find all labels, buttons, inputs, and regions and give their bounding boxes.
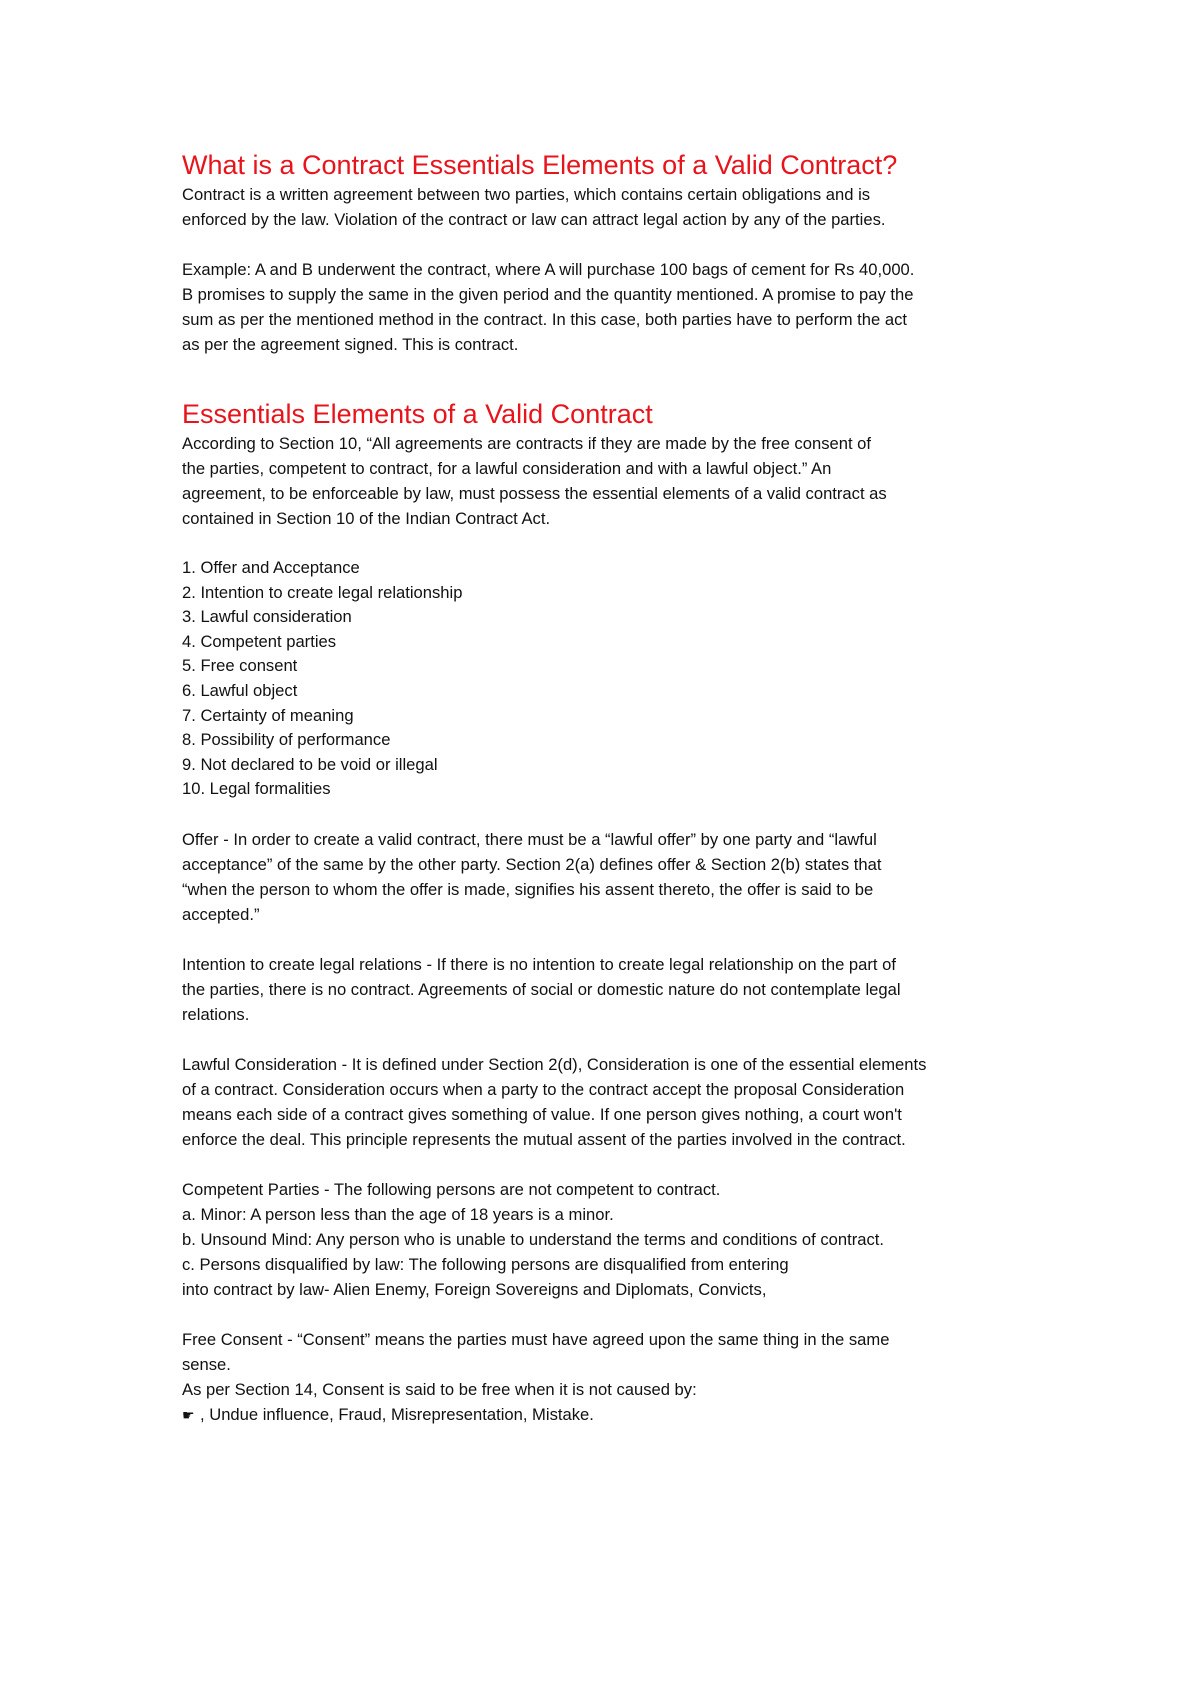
competent-line: a. Minor: A person less than the age of 18 years is a minor. (182, 1204, 614, 1224)
intention-paragraph (182, 952, 1042, 1027)
list-item: 10. Legal formalities (182, 779, 331, 799)
consideration-line: enforce the deal. This principle represents the mutual assent of the parties involved in the contract. (182, 1129, 906, 1149)
offer-line: Offer - In order to create a valid contract, there must be a “lawful offer” by one party and “lawful (182, 829, 877, 849)
free-consent-line: As per Section 14, Consent is said to be free when it is not caused by: (182, 1379, 697, 1399)
example-line: as per the agreement signed. This is contract. (182, 335, 519, 354)
intro-line: contained in Section 10 of the Indian Contract Act. (182, 509, 551, 528)
example-line: B promises to supply the same in the given period and the quantity mentioned. A promise to pay the (182, 285, 914, 304)
offer-line: “when the person to whom the offer is made, signifies his assent thereto, the offer is said to be (182, 879, 874, 899)
list-item: 2. Intention to create legal relationship (182, 582, 463, 602)
list-item: 6. Lawful object (182, 680, 298, 700)
definition-line: Contract is a written agreement between two parties, which contains certain obligations and is (182, 185, 871, 204)
free-consent-last-line (182, 1402, 1042, 1428)
competent-line: b. Unsound Mind: Any person who is unable to understand the terms and conditions of contract. (182, 1229, 884, 1249)
intro-paragraph (182, 431, 1042, 531)
free-consent-causes: , Undue influence, Fraud, Misrepresentation, Mistake. (200, 1404, 594, 1424)
definition-paragraph (182, 182, 1042, 232)
intention-line: Intention to create legal relations - If there is no intention to create legal relationship on the part of (182, 954, 896, 974)
list-item: 9. Not declared to be void or illegal (182, 754, 438, 774)
consideration-line: Lawful Consideration - It is defined under Section 2(d), Consideration is one of the essential elements (182, 1054, 927, 1074)
intention-line: relations. (182, 1004, 250, 1024)
intro-line: agreement, to be enforceable by law, must possess the essential elements of a valid contract as (182, 484, 887, 503)
free-consent-paragraph (182, 1327, 1042, 1428)
document-page (182, 148, 1042, 1428)
free-consent-line: Free Consent - “Consent” means the parties must have agreed upon the same thing in the same (182, 1329, 890, 1349)
pointing-hand-icon: ☛ (182, 1406, 195, 1423)
competent-paragraph (182, 1177, 1042, 1302)
competent-line: c. Persons disqualified by law: The following persons are disqualified from entering (182, 1254, 789, 1274)
example-line: sum as per the mentioned method in the contract. In this case, both parties have to perform the act (182, 310, 907, 329)
consideration-paragraph (182, 1052, 1042, 1152)
example-paragraph (182, 257, 1042, 357)
list-item: 7. Certainty of meaning (182, 705, 354, 725)
elements-list (182, 556, 1042, 802)
competent-line: Competent Parties - The following persons are not competent to contract. (182, 1179, 721, 1199)
intro-line: According to Section 10, “All agreements are contracts if they are made by the free consent of (182, 434, 872, 453)
offer-line: acceptance” of the same by the other party. Section 2(a) defines offer & Section 2(b) states that (182, 854, 882, 874)
example-line: Example: A and B underwent the contract, where A will purchase 100 bags of cement for Rs 40,000. (182, 260, 915, 279)
consideration-line: of a contract. Consideration occurs when a party to the contract accept the proposal Consideration (182, 1079, 905, 1099)
offer-line: accepted.” (182, 904, 260, 924)
intro-line: the parties, competent to contract, for a lawful consideration and with a lawful object.” An (182, 459, 832, 478)
list-item: 8. Possibility of performance (182, 730, 391, 750)
list-item: 3. Lawful consideration (182, 607, 352, 627)
definition-line: enforced by the law. Violation of the contract or law can attract legal action by any of the parties. (182, 210, 886, 229)
list-item: 5. Free consent (182, 656, 298, 676)
list-item: 1. Offer and Acceptance (182, 558, 360, 577)
intention-line: the parties, there is no contract. Agreements of social or domestic nature do not contemplate legal (182, 979, 901, 999)
competent-line: into contract by law- Alien Enemy, Foreign Sovereigns and Diplomats, Convicts, (182, 1279, 767, 1299)
section2-heading: Essentials Elements of a Valid Contract (182, 399, 653, 429)
free-consent-line: sense. (182, 1354, 231, 1374)
list-item: 4. Competent parties (182, 631, 337, 651)
consideration-line: means each side of a contract gives something of value. If one person gives nothing, a court won't (182, 1104, 902, 1124)
offer-paragraph (182, 827, 1042, 927)
section1-heading: What is a Contract Essentials Elements of a Valid Contract? (182, 150, 898, 180)
